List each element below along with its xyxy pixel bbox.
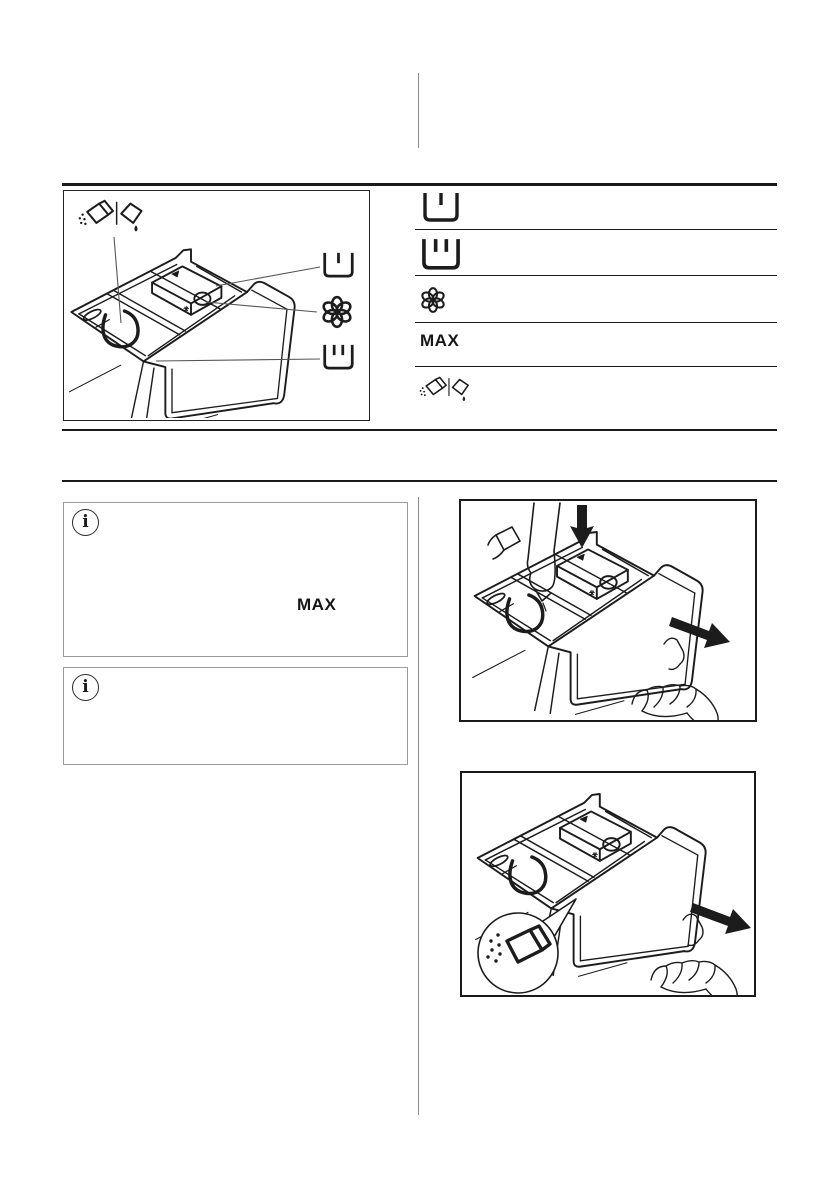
softener-flower-icon <box>322 297 353 327</box>
compartment-prewash-icon <box>421 192 461 222</box>
arrow-right-icon <box>690 903 751 934</box>
info-icon <box>72 674 99 701</box>
section-rule-middle <box>62 429 777 431</box>
info-icon <box>72 509 99 536</box>
info-glyph: i <box>82 677 89 697</box>
legend-row-detergent-type <box>415 367 777 429</box>
detergent-powder-liquid-icon <box>79 201 142 231</box>
legend-row-compartment-2 <box>415 230 777 276</box>
callout-leader-lines <box>114 237 320 361</box>
legend-row-softener <box>415 276 777 323</box>
drawer-line-art <box>473 532 703 714</box>
info-note-1 <box>63 502 408 657</box>
symbol-legend <box>415 186 777 429</box>
powder-callout-figure <box>460 771 756 997</box>
section-rule-bottom <box>62 480 777 482</box>
legend-row-compartment-1 <box>415 186 777 230</box>
max-inline-marker: MAX <box>297 595 337 614</box>
detergent-drawer-diagram <box>63 190 370 421</box>
info-note-2 <box>63 667 408 765</box>
detergent-powder-liquid-icon <box>419 376 469 403</box>
info-glyph: i <box>82 512 89 532</box>
top-column-divider <box>418 73 419 148</box>
legend-row-max <box>415 323 777 367</box>
compartment-prewash-icon <box>325 253 353 276</box>
drawer-line-art <box>69 249 294 418</box>
arrow-down-icon <box>570 505 594 548</box>
pulling-hand <box>632 638 718 720</box>
compartment-mainwash-icon <box>325 345 353 368</box>
max-level-marker: MAX <box>420 331 460 350</box>
compartment-mainwash-icon <box>421 238 461 270</box>
bottom-column-divider <box>418 497 419 1115</box>
pour-detergent-figure <box>459 499 757 722</box>
softener-flower-icon <box>420 287 446 313</box>
